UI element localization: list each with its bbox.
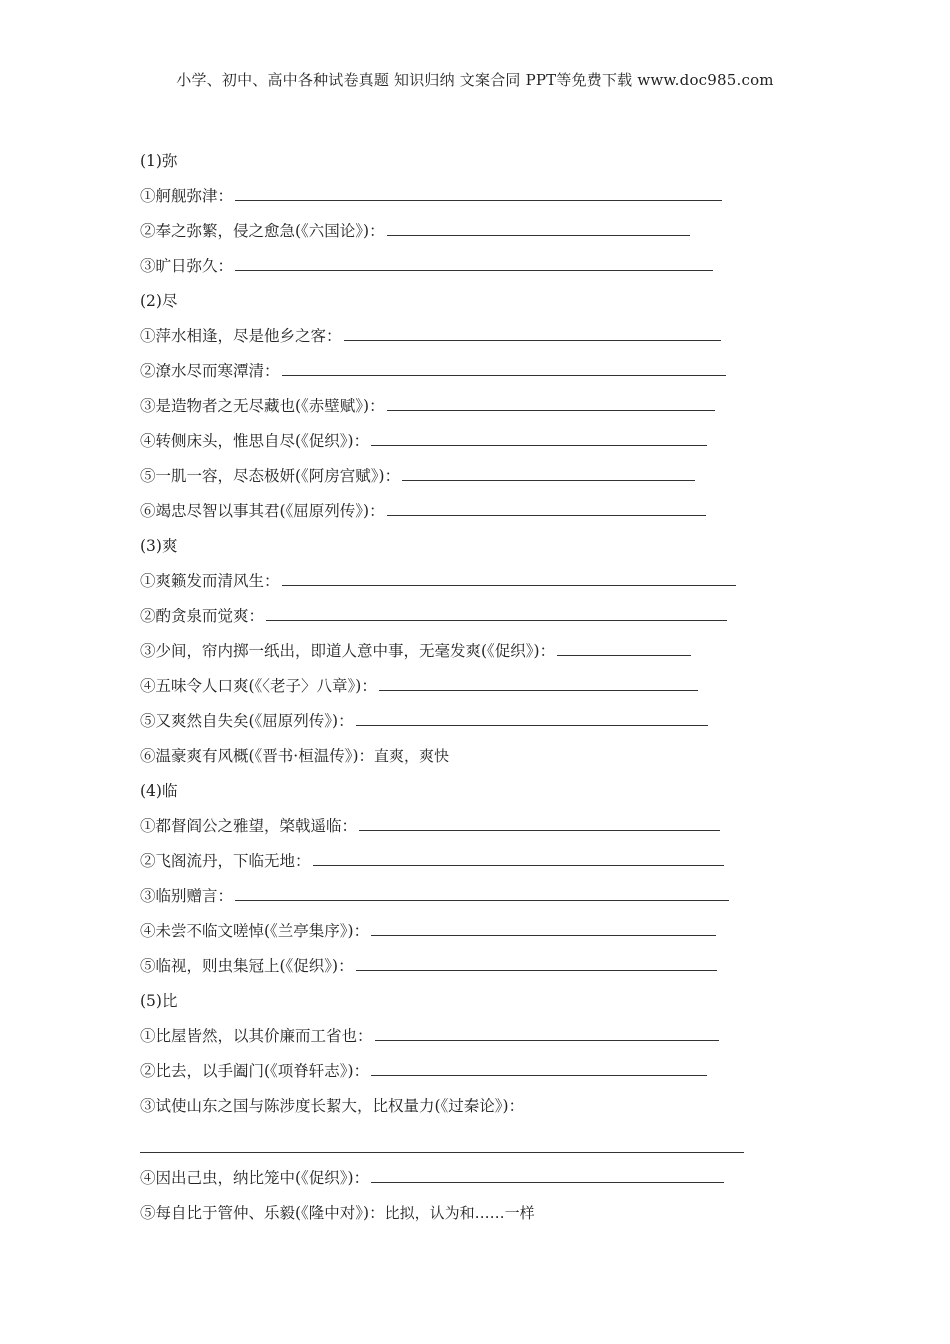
question-item: [140, 323, 760, 358]
answer-blank-line[interactable]: [387, 221, 690, 236]
answer-blank-line[interactable]: [356, 956, 717, 971]
answer-blank-line[interactable]: [379, 676, 698, 691]
answer-blank-line[interactable]: [313, 851, 724, 866]
question-item: [140, 358, 760, 393]
question-text: ②潦水尽而寒潭清：: [140, 362, 280, 380]
question-text: ②比去，以手阖门(《项脊轩志》)：: [140, 1062, 370, 1080]
question-text: ①比屋皆然，以其价廉而工省也：: [140, 1027, 373, 1045]
section-title: (1)弥: [140, 152, 178, 170]
answer-blank-line[interactable]: [140, 1151, 744, 1153]
question-text: ②飞阁流丹，下临无地：: [140, 852, 311, 870]
answer-blank-line[interactable]: [235, 186, 722, 201]
question-item: [140, 708, 760, 743]
question-text: ④转侧床头，惟思自尽(《促织》)：: [140, 432, 370, 450]
question-item: [140, 568, 760, 603]
page-header: 小学、初中、高中各种试卷真题 知识归纳 文案合同 PPT等免费下载 www.doc985.com: [176, 71, 774, 89]
answer-blank-line[interactable]: [371, 921, 716, 936]
question-text: ④五味令人口爽(《〈老子〉八章》)：: [140, 677, 377, 695]
question-text: ⑤每自比于管仲、乐毅(《隆中对》)：: [140, 1204, 385, 1222]
question-text: ⑤又爽然自失矣(《屈原列传》)：: [140, 712, 354, 730]
answer-blank-line[interactable]: [356, 711, 708, 726]
answer-blank-line[interactable]: [266, 606, 727, 621]
question-text: ④因出己虫，纳比笼中(《促织》)：: [140, 1169, 370, 1187]
question-text: ③旷日弥久：: [140, 257, 234, 275]
question-item: [140, 638, 760, 673]
question-text: ①萍水相逢，尽是他乡之客：: [140, 327, 342, 345]
question-text: ②奉之弥繁，侵之愈急(《六国论》)：: [140, 222, 385, 240]
answer-blank-line[interactable]: [371, 1061, 707, 1076]
question-item: [140, 883, 760, 918]
question-text: ③试使山东之国与陈涉度长絜大，比权量力(《过秦论》)：: [140, 1097, 525, 1115]
question-item: [140, 1023, 760, 1058]
section-title: (2)尽: [140, 292, 178, 310]
answer-blank-line[interactable]: [282, 571, 736, 586]
question-text: ⑤一肌一容，尽态极妍(《阿房宫赋》)：: [140, 467, 401, 485]
question-item: [140, 1200, 760, 1235]
question-item: [140, 498, 760, 533]
question-item: [140, 1058, 760, 1093]
answer-blank-line[interactable]: [344, 326, 721, 341]
question-item: [140, 743, 760, 778]
question-text: ①舸舰弥津：: [140, 187, 234, 205]
question-item: [140, 1165, 760, 1200]
question-item: [140, 253, 760, 288]
question-text: ③是造物者之无尽藏也(《赤壁赋》)：: [140, 397, 385, 415]
question-item: [140, 218, 760, 253]
question-text: ⑥温豪爽有风概(《晋书·桓温传》)：: [140, 747, 375, 765]
question-item: [140, 918, 760, 953]
question-item: [140, 393, 760, 428]
answer-blank-line[interactable]: [235, 886, 729, 901]
answer-blank-line[interactable]: [235, 256, 713, 271]
answer-blank-line[interactable]: [402, 466, 695, 481]
answer-blank-line[interactable]: [387, 501, 706, 516]
question-text: ③临别赠言：: [140, 887, 234, 905]
question-item: [140, 848, 760, 883]
question-item: [140, 813, 760, 848]
answer-blank-line[interactable]: [557, 641, 691, 656]
question-item: [140, 1093, 760, 1165]
question-item: [140, 603, 760, 638]
answer-blank-line[interactable]: [371, 1168, 724, 1183]
section-title: (4)临: [140, 782, 178, 800]
answer-text: 比拟，认为和……一样: [384, 1204, 535, 1222]
question-item: [140, 953, 760, 988]
question-item: [140, 183, 760, 218]
question-item: [140, 673, 760, 708]
question-text: ①都督阎公之雅望，棨戟遥临：: [140, 817, 358, 835]
question-text: ⑤临视，则虫集冠上(《促织》)：: [140, 957, 354, 975]
question-item: [140, 428, 760, 463]
exercise-content: [140, 148, 760, 1235]
question-item: [140, 463, 760, 498]
answer-text: 直爽，爽快: [374, 747, 450, 765]
question-text: ⑥竭忠尽智以事其君(《屈原列传》)：: [140, 502, 385, 520]
section-title: (5)比: [140, 992, 178, 1010]
section-title: (3)爽: [140, 537, 178, 555]
question-text: ①爽籁发而清风生：: [140, 572, 280, 590]
answer-blank-line[interactable]: [387, 396, 715, 411]
question-text: ③少间，帘内掷一纸出，即道人意中事，无毫发爽(《促织》)：: [140, 642, 556, 660]
answer-blank-line[interactable]: [359, 816, 720, 831]
answer-blank-line[interactable]: [371, 431, 707, 446]
answer-blank-line[interactable]: [375, 1026, 719, 1041]
question-text: ②酌贪泉而觉爽：: [140, 607, 265, 625]
question-text: ④未尝不临文嗟悼(《兰亭集序》)：: [140, 922, 370, 940]
answer-blank-line[interactable]: [282, 361, 726, 376]
